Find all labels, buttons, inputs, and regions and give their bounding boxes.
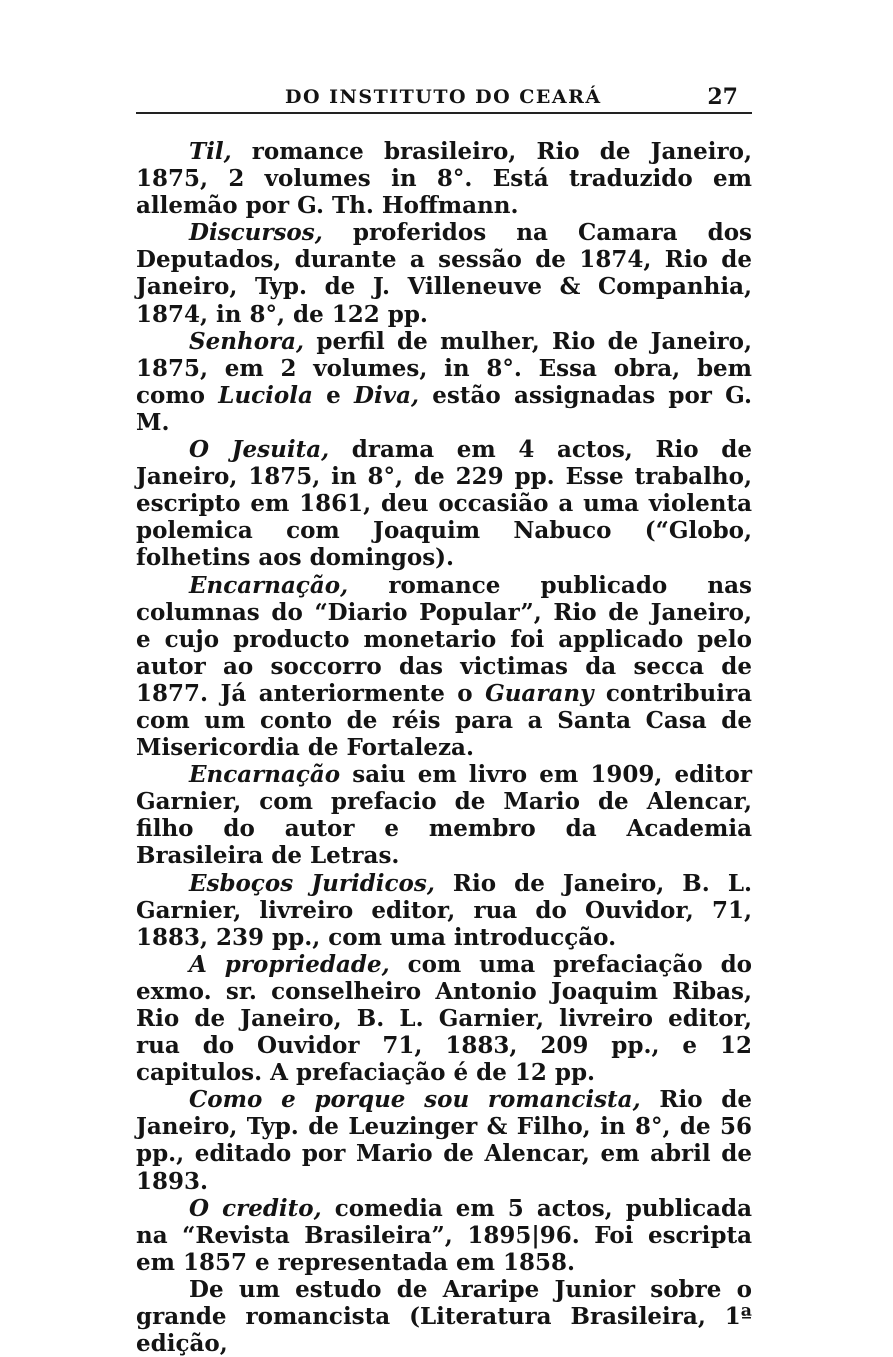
paragraph-text: romance brasileiro, Rio de Janeiro, 1875, 2 volumes in 8°. Está traduzido em allemão por G. Th. Hoffmann. [136,138,752,220]
work-title: Guarany [485,679,594,707]
paragraph-text: contribuira com um conto de réis para a Santa Casa de Misericordia de Fortaleza. [136,679,752,762]
paragraph-text: Rio de Janeiro, B. L. Garnier, livreiro editor, rua do Ouvidor, 71, 1883, 239 pp., com uma introducção. [136,869,752,951]
paragraph-propriedade [136,951,752,1086]
paragraph-text: proferidos na Camara dos Deputados, durante a sessão de 1874, Rio de Janeiro, Typ. de J. Villeneuve & Companhia, 1874, in 8°, de 122 pp. [136,219,752,328]
work-title: Encarnação [189,761,341,789]
page-body [136,138,752,1357]
work-title: Til, [189,138,232,165]
paragraph-text: com uma prefaciação do exmo. sr. conselheiro Antonio Joaquim Ribas, Rio de Janeiro, B. L. Garnier, livreiro editor, rua do Ouvidor 71, 1883, 209 pp., e 12 capitulos. A prefaciação é de 12 pp. [136,950,753,1087]
paragraph-text: romance publicado nas columnas do “Diario Popular”, Rio de Janeiro, e cujo producto monetario foi applicado pelo autor ao soccorro das victimas da secca de 1877. Já anteriormente o [136,571,752,707]
page-number: 27 [707,84,738,110]
page-header [136,84,752,114]
running-title: DO INSTITUTO DO CEARÁ [285,86,602,108]
paragraph-text: comedia em 5 actos, publicada na “Revista Brasileira”, 1895|96. Foi escripta em 1857 e representada em 1858. [136,1194,752,1276]
paragraph-araripe [136,1276,752,1357]
work-title: Encarnação, [189,571,349,599]
paragraph-senhora [136,328,752,436]
paragraph-text: saiu em livro em 1909, editor Garnier, com prefacio de Mario de Alencar, filho do autor e membro da Academia Brasileira de Letras. [136,761,752,870]
work-title: Diva, [354,381,420,409]
work-title: A propriedade, [189,950,390,978]
work-title: Como e porque sou romancista, [189,1086,641,1114]
paragraph-jesuita [136,436,752,571]
paragraph-esbocos [136,870,752,951]
paragraph-til [136,138,752,219]
work-title: Discursos, [189,219,323,247]
paragraph-encarnacao [136,572,752,762]
paragraph-text: Rio de Janeiro, Typ. de Leuzinger & Filho, in 8°, de 56 pp., editado por Mario de Alencar, em abril de 1893. [136,1086,752,1195]
work-title: Luciola [218,381,313,409]
work-title: O Jesuita, [189,436,330,464]
paragraph-text: drama em 4 actos, Rio de Janeiro, 1875, in 8°, de 229 pp. Esse trabalho, escripto em 1861, deu occasião a uma violenta polemica com Joaquim Nabuco (“Globo, folhetins aos domingos). [136,436,752,572]
paragraph-como-e-porque [136,1086,752,1194]
paragraph-text: De um estudo de Araripe Junior sobre o grande romancista (Literatura Brasileira, 1ª edição, [136,1275,752,1357]
work-title: Senhora, [189,327,305,355]
work-title: O credito, [189,1194,322,1222]
work-title: Esboços Juridicos, [189,869,435,897]
paragraph-credito [136,1195,752,1276]
paragraph-text: estão assignadas por G. M. [136,381,753,436]
paragraph-discursos [136,219,752,327]
paragraph-encarnacao-livro [136,761,752,869]
paragraph-text: e [312,381,355,409]
paragraph-text: perfil de mulher, Rio de Janeiro, 1875, em 2 volumes, in 8°. Essa obra, bem como [136,327,752,409]
